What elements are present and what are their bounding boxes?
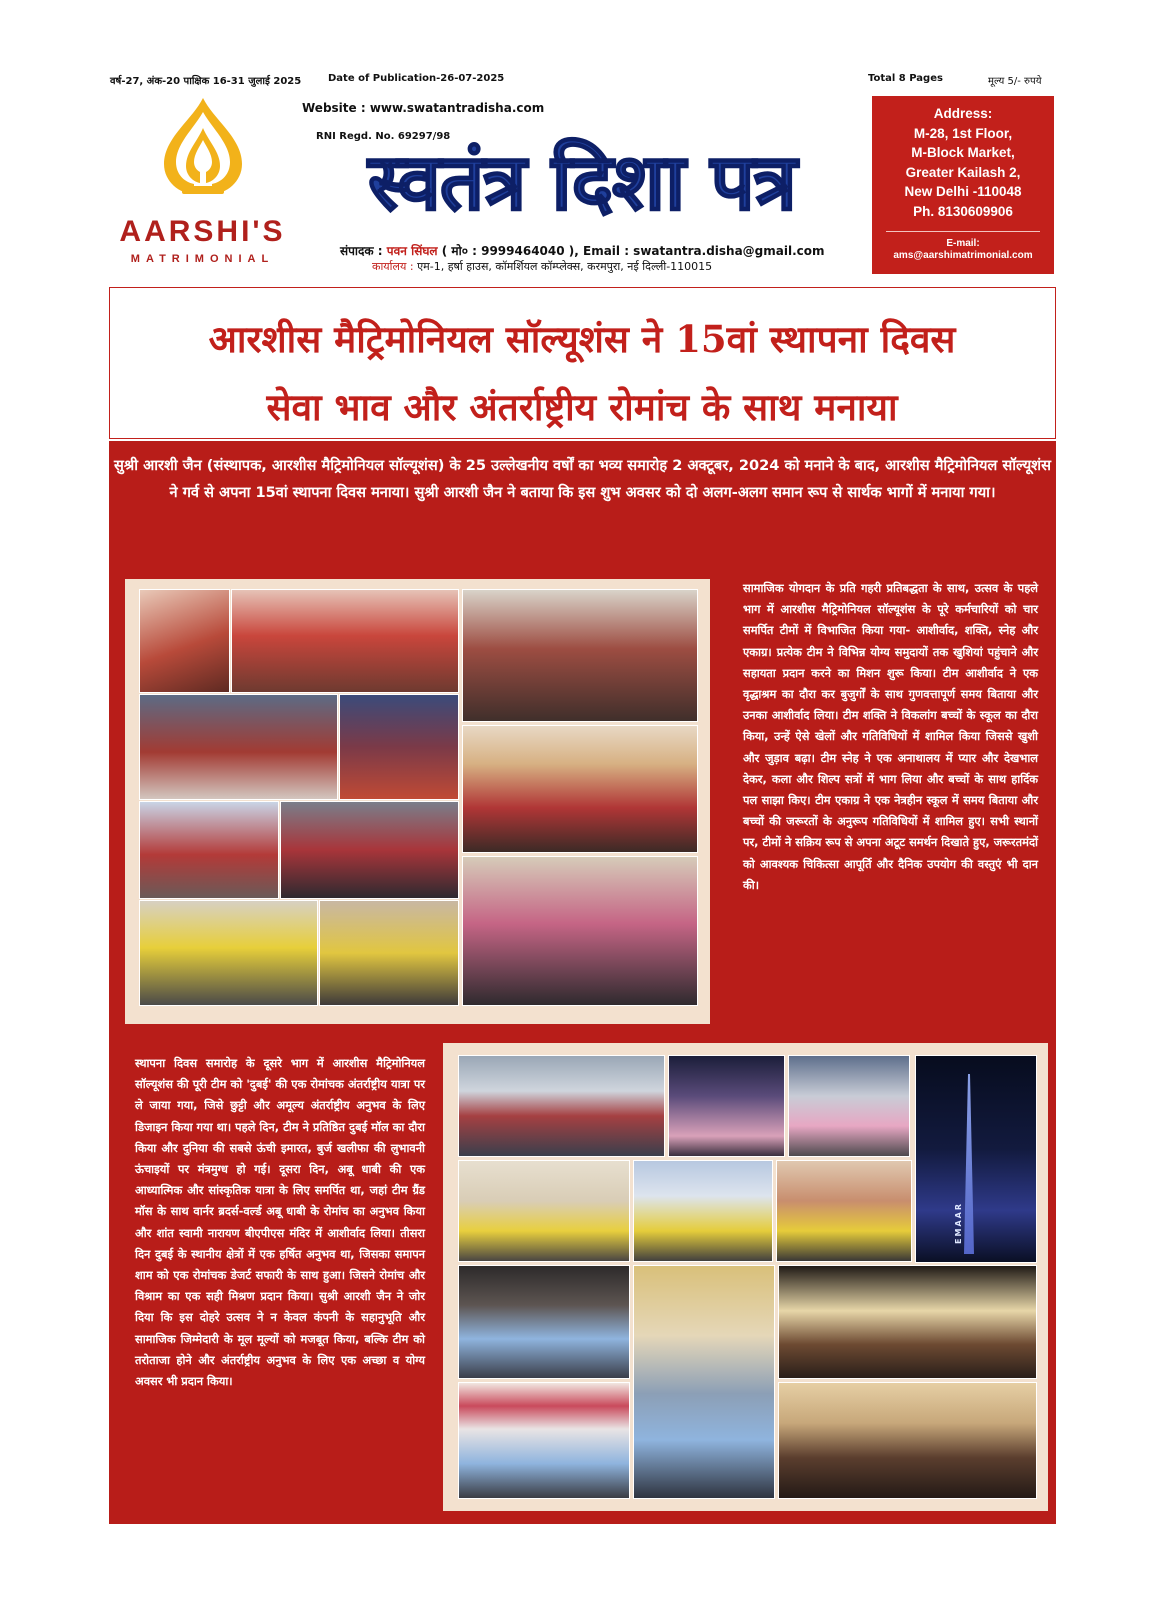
photo-team-ekagra	[319, 900, 459, 1006]
photo-team-shakti	[139, 801, 279, 899]
photo-team-blue-2	[458, 1382, 630, 1499]
issue-info: वर्ष-27, अंक-20 पाक्षिक 16-31 जुलाई 2025	[110, 76, 302, 87]
editor-contact: ( मो० : 9999464040 ), Email : swatantra.disha@gmail.com	[441, 244, 825, 258]
photo-cake-cutting	[462, 589, 698, 722]
divider	[886, 231, 1040, 232]
email-label: E-mail:	[946, 238, 980, 249]
editor-line	[340, 242, 825, 259]
rni-number: RNI Regd. No. 69297/98	[316, 131, 451, 142]
address-line: M-Block Market,	[911, 145, 1015, 160]
photo-team-blue-1	[458, 1265, 630, 1379]
emaar-caption: EMAAR	[954, 1202, 964, 1244]
photo-dubai-night	[668, 1055, 785, 1157]
dubai-photo-collage	[443, 1043, 1048, 1511]
office-label: कार्यालय :	[372, 260, 414, 273]
editor-label: संपादक :	[340, 244, 383, 258]
photo-special-school	[139, 694, 338, 800]
photo-office-reception	[462, 725, 698, 853]
photo-oldage-home	[139, 589, 230, 693]
article-part-2: स्थापना दिवस समारोह के दूसरे भाग में आरशीस मैट्रिमोनियल सॉल्यूशंस की पूरी टीम को 'दुबई' की एक रोमांचक अंतर्राष्ट्रीय यात्रा पर ले जाया गया, जिसे छुट्टी और अमूल्य अंतर्राष्ट्रीय अनुभव के लिए डिजाइन किया गया था। पहले दिन, टीम ने प्रतिष्ठित दुबई मॉल का दौरा किया और दुनिया की सबसे ऊंची इमारत, बुर्ज खलीफा की लुभावनी ऊंचाइयों पर मंत्रमुग्ध हो गई। दूसरा दिन, अबू धाबी की एक आध्यात्मिक और सांस्कृतिक यात्रा के लिए समर्पित था, जहां टीम ग्रैंड मॉस के साथ वार्नर ब्रदर्स-वर्ल्ड अबू धाबी के रोमांच का अनुभव किया और शांत स्वामी नारायण बीएपीएस मंदिर में आशीर्वाद लिया। तीसरा दिन दुबई के स्थानीय क्षेत्रों में एक हर्षित अनुभव था, जिसका समापन शाम को एक रोमांचक डेजर्ट सफारी के साथ हुआ। जिसने रोमांच और विश्राम का एक सही मिश्रण प्रदान किया। सुश्री आरशी जैन ने जोर दिया कि इस दोहरे उत्सव ने न केवल कंपनी के सहानुभूति और सामाजिक जिम्मेदारी के मूल मूल्यों को मजबूत किया, बल्कि टीम को तरोताजा होने और अंतर्राष्ट्रीय अनुभव के लिए एक अच्छा व योग्य अवसर भी प्रदान किया।	[135, 1056, 425, 1389]
address-box	[872, 96, 1054, 274]
website-link[interactable]: Website : www.swatantradisha.com	[302, 101, 545, 115]
address-line: M-28, 1st Floor,	[913, 125, 1013, 141]
address-phone: Ph. 8130609906	[913, 203, 1013, 219]
office-address: एम-1, हर्षा हाउस, कॉमर्शियल कॉम्प्लेक्स, करमपुरा, नई दिल्ली-110015	[417, 260, 713, 273]
article-part-1: सामाजिक योगदान के प्रति गहरी प्रतिबद्धता के साथ, उत्सव के पहले भाग में आरशीस मैट्रिमोनियल सॉल्यूशंस के पूरे कर्मचारियों को चार समर्पित टीमों में विभाजित किया गया- आशीर्वाद, शक्ति, स्नेह और एकाग्र। प्रत्येक टीम ने विभिन्न योग्य समुदायों तक खुशियां पहुंचाने और सहायता प्रदान करने का मिशन शुरू किया। टीम आशीर्वाद ने एक वृद्धाश्रम का दौरा कर बुजुर्गों के साथ गुणवत्तापूर्ण समय बिताया और उनका आशीर्वाद लिया। टीम शक्ति ने विकलांग बच्चों के स्कूल का दौरा किया, उन्हें ऐसे खेलों और गतिविधियों में शामिल किया जिससे खुशी और जुड़ाव बढ़ा। टीम स्नेह ने एक अनाथालय में प्यार और देखभाल देकर, कला और शिल्प सत्रों में भाग लिया और बच्चों के साथ हार्दिक पल साझा किए। टीम एकाग्र ने एक नेत्रहीन स्कूल में समय बिताया और बच्चों की जरूरतों के अनुरूप गतिविधियों में शामिल हुए। सभी स्थानों पर, टीमों ने सक्रिय रूप से अपना अटूट समर्थन दिखाते हुए, जरूरतमंदों को आवश्यक चिकित्सा आपूर्ति और दैनिक उपयोग की वस्तुएं भी दान की।	[743, 581, 1038, 892]
office-line	[372, 259, 712, 274]
flame-logo-icon	[162, 98, 244, 194]
photo-grand-mosque	[458, 1160, 630, 1262]
editor-name: पवन सिंघल	[386, 244, 438, 258]
photo-team-ashirwad	[231, 589, 459, 693]
photo-desert-safari	[778, 1382, 1037, 1499]
headline-line-1: आरशीस मैट्रिमोनियल सॉल्यूशंस ने 15वां स्थापना दिवस	[208, 317, 956, 361]
newspaper-title: स्वतंत्र दिशा पत्र	[368, 137, 796, 228]
service-photo-collage	[125, 579, 710, 1024]
tower-shape	[964, 1074, 974, 1254]
address-line: New Delhi -110048	[904, 184, 1022, 199]
photo-dubai-frame	[633, 1265, 775, 1499]
logo-subtitle: MATRIMONIAL	[130, 253, 275, 265]
photo-activity-room	[339, 694, 459, 800]
total-pages: Total 8 Pages	[868, 73, 943, 84]
photo-desert-camp	[778, 1265, 1037, 1379]
photo-blind-school	[139, 900, 318, 1006]
photo-baps-mandir	[776, 1160, 912, 1262]
email-address[interactable]: ams@aarshimatrimonial.com	[893, 250, 1033, 261]
logo-name: AARSHI'S	[119, 215, 286, 248]
address-line: Address:	[933, 106, 993, 121]
headline-line-2: सेवा भाव और अंतर्राष्ट्रीय रोमांच के साथ मनाया	[266, 385, 898, 429]
photo-orphanage	[280, 801, 459, 899]
price: मूल्य 5/- रुपये	[988, 76, 1042, 87]
address-line: Greater Kailash 2,	[905, 164, 1021, 180]
article-intro: सुश्री आरशी जैन (संस्थापक, आरशीस मैट्रिमोनियल सॉल्यूशंस) के 25 उल्लेखनीय वर्षों का भव्य समारोह 2 अक्टूबर, 2024 को मनाने के बाद, आरशीस मैट्रिमोनियल सॉल्यूशंस ने गर्व से अपना 15वां स्थापना दिवस मनाया। सुश्री आरशी जैन ने बताया कि इस शुभ अवसर को दो अलग-अलग समान रूप से सार्थक भागों में मनाया गया।	[114, 457, 1051, 501]
photo-team-group	[462, 856, 698, 1006]
photo-dubai-mall	[788, 1055, 910, 1157]
photo-burj-khalifa	[915, 1055, 1037, 1263]
publication-date: Date of Publication-26-07-2025	[328, 73, 505, 84]
photo-airport	[458, 1055, 665, 1157]
photo-warner-bros	[633, 1160, 773, 1262]
